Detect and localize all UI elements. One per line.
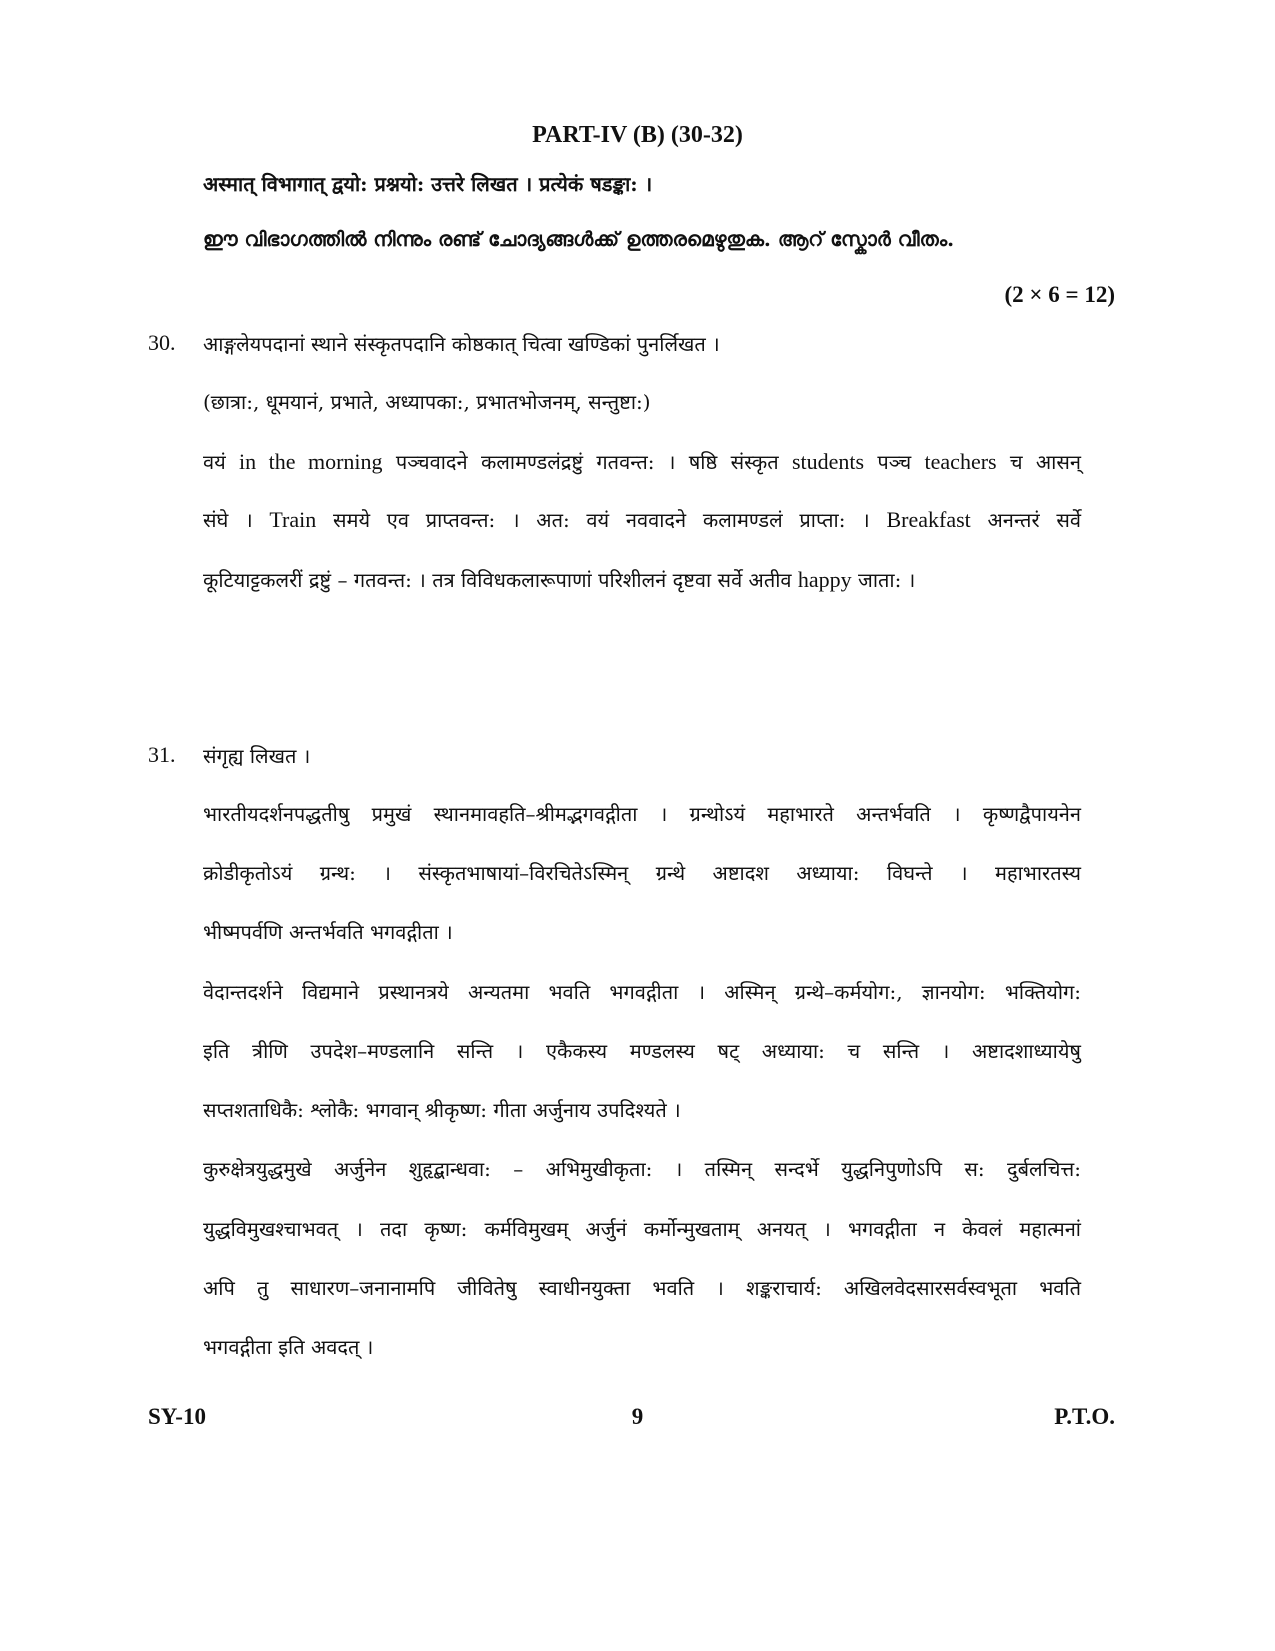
question-31-passage-line: कुरुक्षेत्रयुद्धमुखे अर्जुनेन शुहृद्बान्धवा: – अभिमुखीकृता: । तस्मिन् सन्दर्भे युद्धनिपुणोऽपि स: दुर्बलचित्त:	[203, 1157, 1081, 1181]
question-31-passage-line: भगवद्गीता इति अवदत् ।	[203, 1335, 374, 1359]
question-31-number: 31.	[148, 742, 176, 767]
question-31-passage-line: युद्धविमुखश्चाभवत् । तदा कृष्ण: कर्मविमुखम् अर्जुनं कर्मोन्मुखताम् अनयत् । भगवद्गीता न केवलं महात्मनां	[203, 1217, 1081, 1241]
question-30-prompt: आङ्गलेयपदानां स्थाने संस्कृतपदानि कोष्ठकात् चित्वा खण्डिकां पुनर्लिखत ।	[203, 332, 720, 356]
footer-page-number: 9	[631, 1404, 644, 1429]
question-30-number: 30.	[148, 330, 176, 355]
question-31-passage-line: इति त्रीणि उपदेश–मण्डलानि सन्ति । एकैकस्य मण्डलस्य षट् अध्याया: च सन्ति । अष्टादशाध्यायेषु	[203, 1039, 1081, 1063]
question-30-options: (छात्रा:, धूमयानं, प्रभाते, अध्यापका:, प्रभातभोजनम्, सन्तुष्टा:)	[203, 390, 651, 414]
footer-paper-code: SY-10	[148, 1404, 206, 1429]
question-31-passage-line: भीष्मपर्वणि अन्तर्भवति भगवद्गीता ।	[203, 920, 453, 944]
question-31-passage-line: भारतीयदर्शनपद्धतीषु प्रमुखं स्थानमावहति–श्रीमद्भगवद्गीता । ग्रन्थोऽयं महाभारते अन्तर्भवति । कृष्णद्वैपायनेन	[203, 802, 1081, 826]
part-title: PART-IV (B) (30-32)	[532, 122, 743, 148]
question-31-prompt: संगृह्य लिखत ।	[203, 744, 311, 768]
question-31-passage-line: वेदान्तदर्शने विद्यमाने प्रस्थानत्रये अन्यतमा भवति भगवद्गीता । अस्मिन् ग्रन्थे–कर्मयोग:, ज्ञानयोग: भक्तियोग:	[203, 980, 1081, 1004]
question-30-passage-line: संघे । Train समये एव प्राप्तवन्त: । अत: वयं नववादने कलामण्डलं प्राप्ता: । Breakfast अनन्तरं सर्वे	[203, 507, 1081, 532]
marks-allocation: (2 × 6 = 12)	[1004, 282, 1115, 307]
question-31-passage-line: क्रोडीकृतोऽयं ग्रन्थ: । संस्कृतभाषायां–विरचितेऽस्मिन् ग्रन्थे अष्टादश अध्याया: विघन्ते । महाभारतस्य	[203, 861, 1081, 885]
instruction-sanskrit: अस्मात् विभागात् द्वयो: प्रश्नयो: उत्तरे लिखत । प्रत्येकं षडङ्का: ।	[203, 172, 653, 196]
footer-pto: P.T.O.	[1054, 1404, 1115, 1429]
question-30-passage-line: वयं in the morning पञ्चवादने कलामण्डलंद्रष्टुं गतवन्त: । षष्ठि संस्कृत students पञ्च teachers च आसन्	[203, 449, 1081, 474]
instruction-malayalam: ഈ വിഭാഗത്തിൽ നിന്നും രണ്ട് ചോദ്യങ്ങൾക്ക് ഉത്തരമെഴുതുക. ആറ് സ്കോർ വീതം.	[203, 227, 955, 251]
question-31-passage-line: अपि तु साधारण–जनानामपि जीवितेषु स्वाधीनयुक्ता भवति । शङ्कराचार्य: अखिलवेदसारसर्वस्वभूता भवति	[203, 1276, 1081, 1300]
question-30-passage-line: कूटियाट्टकलरीं द्रष्टुं – गतवन्त: । तत्र विविधकलारूपाणां परिशीलनं दृष्टवा सर्वे अतीव happy जाता: ।	[203, 567, 916, 592]
question-31-passage-line: सप्तशताधिकै: श्लोकै: भगवान् श्रीकृष्ण: गीता अर्जुनाय उपदिश्यते ।	[203, 1098, 681, 1122]
